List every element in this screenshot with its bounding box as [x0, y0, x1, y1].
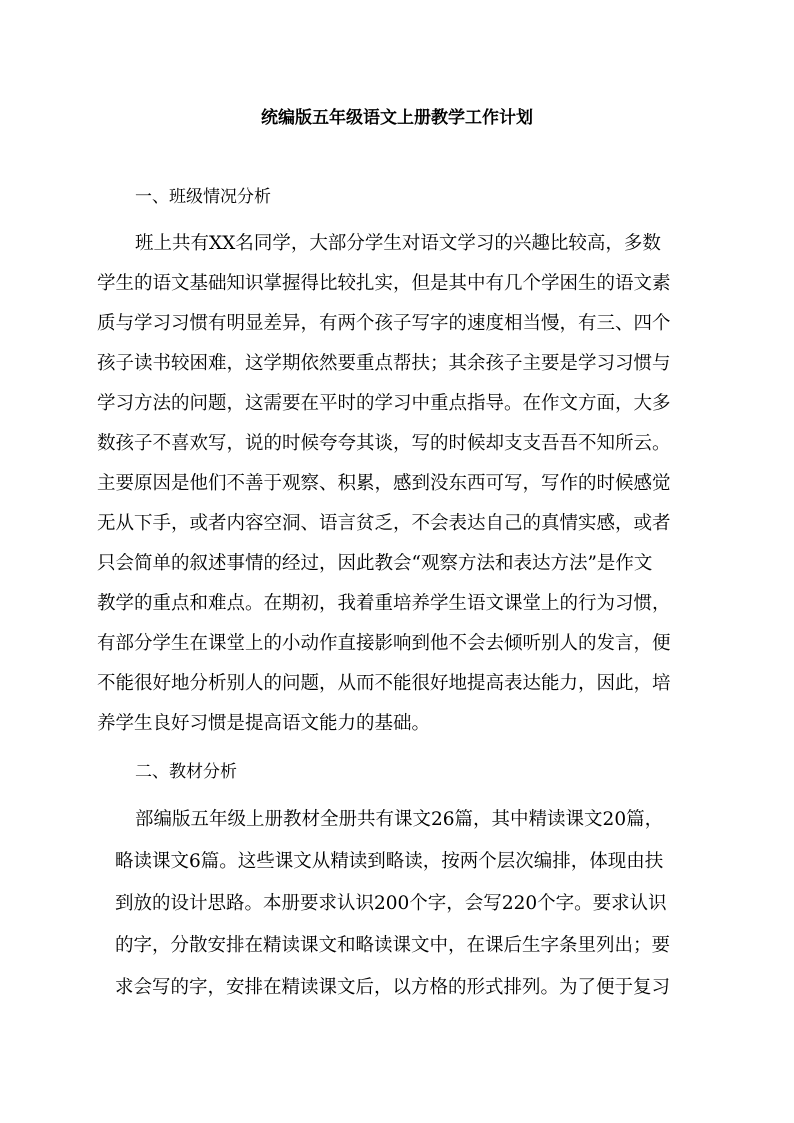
paragraph-line: 学习方法的问题，这需要在平时的学习中重点指导。在作文方面，大多	[97, 393, 671, 414]
paragraph-line: 略读课文6篇。这些课文从精读到略读，按两个层次编排，体现由扶	[115, 851, 664, 872]
paragraph-line: 主要原因是他们不善于观察、积累，感到没东西可写，写作的时候感觉	[97, 473, 671, 494]
paragraph-line: 不能很好地分析别人的问题，从而不能很好地提高表达能力，因此，培	[97, 673, 671, 694]
paragraph-line: 到放的设计思路。本册要求认识200个字，会写220个字。要求认识	[115, 893, 667, 914]
paragraph-line: 学生的语文基础知识掌握得比较扎实，但是其中有几个学困生的语文素	[97, 273, 671, 294]
paragraph-line: 数孩子不喜欢写，说的时候夸夸其谈，写的时候却支支吾吾不知所云。	[97, 433, 671, 454]
paragraph-line: 求会写的字，安排在精读课文后，以方格的形式排列。为了便于复习	[115, 977, 671, 998]
paragraph-line: 部编版五年级上册教材全册共有课文26篇，其中精读课文20篇，	[135, 809, 664, 830]
paragraph-line: 孩子读书较困难，这学期依然要重点帮扶；其余孩子主要是学习习惯与	[97, 353, 671, 374]
paragraph-line: 有部分学生在课堂上的小动作直接影响到他不会去倾听别人的发言，便	[97, 633, 671, 654]
paragraph-line: 的字，分散安排在精读课文和略读课文中，在课后生字条里列出；要	[115, 935, 671, 956]
document-title: 统编版五年级语文上册教学工作计划	[261, 108, 533, 128]
paragraph-line: 无从下手，或者内容空洞、语言贫乏，不会表达自己的真情实感，或者	[97, 513, 671, 534]
paragraph-line: 教学的重点和难点。在期初，我着重培养学生语文课堂上的行为习惯，	[97, 593, 671, 614]
section-heading-textbook-analysis: 二、教材分析	[135, 762, 237, 782]
paragraph-line: 只会简单的叙述事情的经过，因此教会“观察方法和表达方法”是作文	[97, 553, 653, 574]
paragraph-line: 质与学习习惯有明显差异，有两个孩子写字的速度相当慢，有三、四个	[97, 313, 671, 334]
paragraph-line: 班上共有XX名同学，大部分学生对语文学习的兴趣比较高，多数	[135, 233, 661, 254]
section-heading-class-analysis: 一、班级情况分析	[135, 187, 271, 207]
paragraph-line: 养学生良好习惯是提高语文能力的基础。	[97, 713, 431, 734]
